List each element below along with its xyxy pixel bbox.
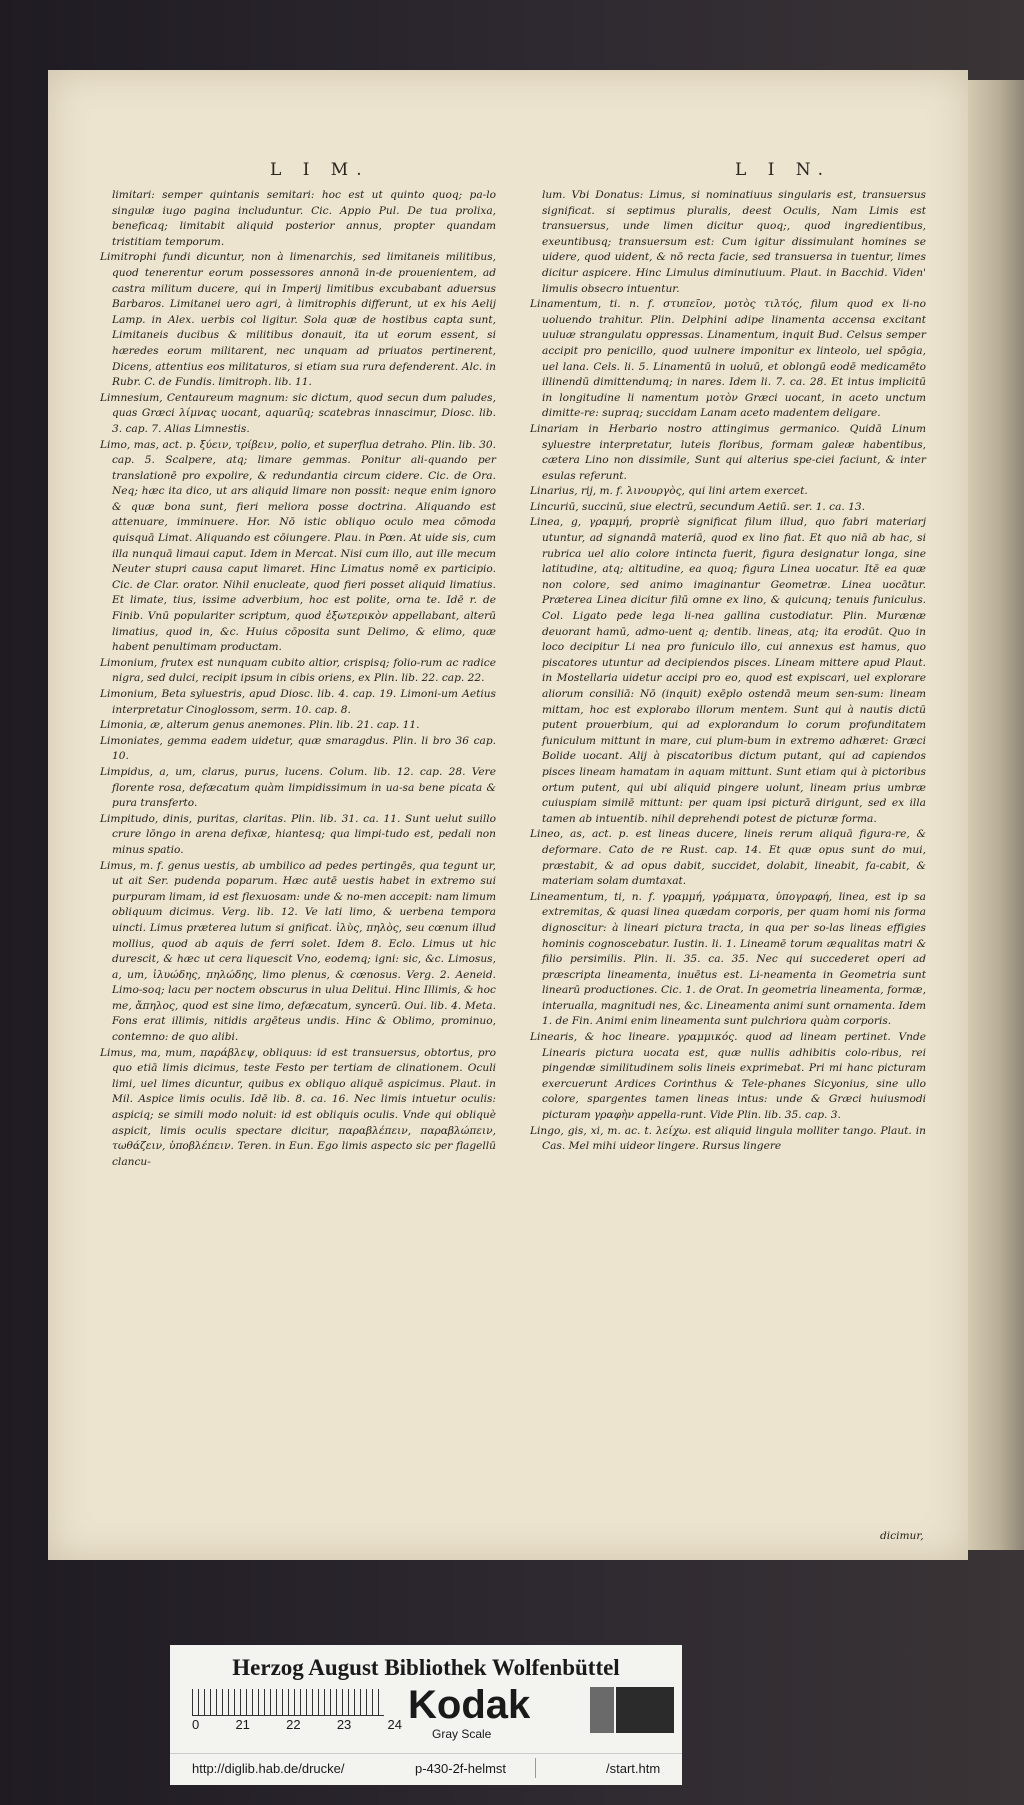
- dictionary-entry: Linea, g, γραμμή, propriè significat filum illud, quo fabri materiarj utuntur, ad signandā materiā, quod ex lino fiat. Et quo niā ab hac, si rubrica uel alio colore intincta fuerit, figura designatur longa, sine latitudine, atq; altitudine, ea quoq; figura Linea uocatur. Itē ea quæ non colore, sed animo imaginantur Geometræ. Linea uocātur. Præterea Linea dicitur filū omne ex lino, & quicunq; tenuis funiculus. Col. Ligato pede lega li-nea gallina custodiatur. Plin. Murænæ deuorant hamū, admo-uent q; dentib. lineas, atq; ita erodūt. Quo in loco decipitur Li nea pro funiculo illo, cui annexus est hamus, quo piscatores utuntur ad decipiendos pisces. Lineam mittere apud Plaut. in Mostellaria uidetur accipi pro eo, quod est expiscari, uel explorare aliorum consiliā: Nō (inquit) exēplo ostendā meum sen-sum: lineam mittam, hoc est explorabo illorum mentem. Sunt qui à nautis dictū putent prouerbium, qui ad explorandum lo corum profunditatem funiculum mittunt in mare, cui plum-bum in extremo adhæret: Græci Bolide uocant. Alij à piscatoribus dictum putant, qui ad capiendos pisces lineam hamatam in aquam mittunt. Sunt etiam qui à pictoribus ortum putent, qui ubi aliquid pingere uolunt, lineam prius umbræ cuiuspiam similē mittunt: per quam ipsi picturā dirigunt, sed ex illa tamen ab intuentib. nihil deprehendi potest de picturæ forma.: [530, 516, 926, 825]
- dictionary-entry: Limpitudo, dinis, puritas, claritas. Plin. lib. 31. ca. 11. Sunt uelut suillo crure lōngo in arena defixæ, hiantesq; qua limpi-tudo est, pedali non minus spatio.: [100, 812, 496, 856]
- dictionary-entry: Limus, ma, mum, παράβλεψ, obliquus: id est transuersus, obtortus, pro quo etiā limis dicimus, teste Festo per tertiam de clinationem. Oculi limi, uel limes dicuntur, quibus ex obliquo aliquē aspicimus. Plaut. in Mil. Aspice limis oculis. Idē lib. 8. ca. 16. Nec limis intuetur oculis: aspiciq; se simili modo noluit: id est obliquis oculis. Vnde qui obliquè aspicit, limis oculis spectare dicitur, παραβλέπειν, παραβλώπειν, τωθάζειν, ὑποβλέπειν. Teren. in Eun. Ego limis aspecto sic per flagellū clancu-: [100, 1046, 496, 1168]
- dictionary-entry: Linariam in Herbario nostro attingimus germanico. Quidā Linum syluestre interpretatur, luteis floribus, formam galeæ habentibus, cætera Lino non dissimile, Sunt qui alterius spe-ciei faciunt, & inter esulas referunt.: [530, 422, 926, 482]
- library-title: Herzog August Bibliothek Wolfenbüttel: [232, 1655, 620, 1680]
- dictionary-entry: Limo, mas, act. p. ξύειν, τρίβειν, polio, et superflua detraho. Plin. lib. 30. cap. 5. Scalpere, atq; limare gemmas. Ponitur ali-quando per translationē pro expolire, & redundantia circum cidere. Cic. de Ora. Neq; hæc ita dico, ut ars aliquid limare non possit: neque enim ignoro & quæ bona sunt, fieri meliora posse doctrina. Aliquando est attenuare, imminuere. Hor. Nō istic obliquo oculo mea cōmoda quisquā Limat. Aliquando est cōiungere. Plau. in Pœn. At uide sis, cum illa nunquā limaui caput. Idem in Mercat. Nisi cum illo, aut ille mecum Neuter stupri causa caput limaret. Hinc Limatus nomē ex participio. Cic. de Clar. orator. Nihil enucleate, quod fieri posset aliquid limatius. Et limate, tius, issime adverbium, hoc est polite, orna te. Idē r. de Finib. Vnū populariter scriptum, quod ἐξωτερικὸν appellabant, alterū limatius, quod in, &c. Huius cōposita sunt Delimo, & elimo, quæ habent penultimam productam.: [100, 438, 496, 654]
- dictionary-entry: Limonium, Beta syluestris, apud Diosc. lib. 4. cap. 19. Limoni-um Aetius interpretatur Cinoglossom, serm. 10. cap. 8.: [100, 688, 496, 716]
- catch-word: dicimur,: [880, 1530, 924, 1542]
- start-link[interactable]: /start.htm: [606, 1761, 661, 1776]
- dictionary-entry: Limonia, æ, alterum genus anemones. Plin. lib. 21. cap. 11.: [100, 719, 420, 732]
- ruler-number: 21: [235, 1717, 250, 1732]
- color-ruler: [192, 1689, 384, 1716]
- dictionary-entry: Linearis, & hoc lineare. γραμμικός. quod ad lineam pertinet. Vnde Linearis pictura uocata est, quæ nullis adhibitis colo-ribus, rei pingendæ similitudinem solis lineis exprimebat. Pri mi hanc picturam exercuerunt Ardices Corinthus & Tele-phanes Sicyonius, sine ullo colore, spargentes tamen lineas intus: unde & Græci huiusmodi picturam γραφὴν appella-runt. Vide Plin. lib. 35. cap. 3.: [530, 1031, 926, 1122]
- dictionary-entry: Limpidus, a, um, clarus, purus, lucens. Colum. lib. 12. cap. 28. Vere florente rosa, defæcatum quàm limpidissimum in ua-sa bene picata & pura transferto.: [100, 765, 496, 810]
- dictionary-entry: Linamentum, ti. n. f. στυπεῖον, μοτὸς τιλτός, filum quod ex li-no uoluendo trahitur. Plin. Delphini adipe linamenta accensa excitant uuluæ strangulatu oppressas. Linamentum, inquit Bud. Celsus semper accipit pro penicillo, quod uulnere imponitur ex linteolo, uel spōgia, uel lana. Cels. li. 5. Linamentū in uoluū, et oblongū eodē medicamēto illinendū dimittendumq; in nares. Idem li. 7. ca. 28. Et intus implicitū in longitudine li namentum μοτὸν Græci uocant, in aceto unctum dimitte-re: supraq; succidam Lanam aceto madentem deligare.: [530, 298, 926, 420]
- gray-patch-dark: [616, 1687, 674, 1733]
- entry-continuation: limitari: semper quintanis semitari: hoc est ut quinto quoq; pa-lo singulæ iugo pagina includuntur. Cic. Appio Pul. De tua prolixa, beneficaq; limitabit aliquid posterior annus, propter quandam tristitiam temporum.: [112, 189, 496, 248]
- dictionary-entry: Linarius, rij, m. f. λινουργὸς, qui lini artem exercet.: [530, 485, 808, 498]
- dictionary-entry: Lingo, gis, xi, m. ac. t. λείχω. est aliquid lingula molliter tango. Plaut. in Cas. Mel mihi uideor lingere. Rursus lingere: [530, 1124, 926, 1153]
- dictionary-entry: Limonium, frutex est nunquam cubito altior, crispisq; folio-rum ac radice nigra, sed dulci, recipit ipsum in cibis oriens, ex Plin. lib. 22. cap. 22.: [100, 656, 496, 685]
- dictionary-entry: Limnesium, Centaureum magnum: sic dictum, quod secun dum paludes, quas Græci λίμνας uocant, aquarūq; scatebras innasciтur, Diosc. lib. 3. cap. 7. Alias Limnestis.: [100, 391, 496, 435]
- next-page-edge: [962, 80, 1024, 1550]
- ruler-number: 22: [286, 1717, 301, 1732]
- shelfmark-id: p-430-2f-helmst: [415, 1761, 507, 1776]
- dictionary-entry: Limoniates, gemma eadem uidetur, quæ smaragdus. Plin. li bro 36 cap. 10.: [100, 734, 496, 763]
- running-head-left: L I M.: [270, 160, 370, 180]
- right-column: [530, 188, 926, 1155]
- footer-divider: [535, 1758, 536, 1778]
- dictionary-entry: Limus, m. f. genus uestis, ab umbilico ad pedes pertingēs, qua tegunt ur, ut ait Ser. pudenda poparum. Hæc autē uestis habet in extremo sui purpuram limam, id est flexuosam: unde & no-men accepit: nam limum obliquum dicimus. Verg. lib. 12. Ve lati limo, & uerbena tempora uincti. Limus præterea lutum si gnificat. ἰλὺς, πηλὸς, seu cœnum illud mollius, quod ab aquis de ferri solet. Idem 8. Eclo. Limus ut hic durescit, & hæc ut cera liquescit Vno, eodemq; igni: sic, &c. Limosus, a, um, ἰλυώδης, πηλώδης, limo plenus, & cœnosus. Verg. 2. Aeneid. Limo-soq; lacu per noctem obscurus in ulua Delitui. Hinc Illimis, & hoc me, ἄπηλος, quod est sine limo, defæcatum, syncerū. Oui. lib. 4. Meta. Fons erat illimis, nitidis argēteus undis. Hinc & Oblimo, prominuo, contemno: de quo alibi.: [100, 859, 496, 1044]
- left-column: [100, 188, 496, 1170]
- ruler-numbers: [192, 1717, 402, 1732]
- dictionary-entry: Limitrophi fundi dicuntur, non à limenarchis, sed limitaneis militibus, quod tenerentur eorum possessores annonā in-de prouenientem, ad castra militum ducere, qui in Imperij limitibus excubabant aduersus Barbaros. Limitanei uero agri, à limitrophis differunt, ut ex his Aelij Lamp. in Alex. uerbis col ligitur. Sola quæ de hostibus capta sunt, Limitaneis ducibus & militibus donauit, ita ut eorum essent, si hæredes eorum militarent, nec unquam ad priuatos pertinerent, Dicens, attentius eos militaturos, si etiam sua rura defenderent. Alc. in Rubr. C. de Fundis. limitroph. lib. 11.: [100, 251, 496, 389]
- source-url[interactable]: http://diglib.hab.de/drucke/: [192, 1761, 345, 1776]
- ruler-number: 24: [387, 1717, 402, 1732]
- ruler-number: 23: [336, 1717, 352, 1732]
- gray-patch-mid: [590, 1687, 614, 1733]
- entry-continuation: lum. Vbi Donatus: Limus, si nominatiuus singularis est, transuersus significat. si septimus pluralis, deest Oculis, Nam Limis est transuersus, unde limen dicitur quoq;, quod ingredientibus, exeuntibusq; transuersum est: Cum igitur dissimulant homines se uidere, quod uident, & nō recta facie, sed transuersa in tuentur, limes dicitur aspicere. Hinc Limulus diminutiuum. Plaut. in Bacchid. Viden' limulis obsecro intuentur.: [542, 189, 926, 295]
- dictionary-entry: Lincuriū, succinū, siue electrū, secundum Aetiū. ser. 1. ca. 13.: [530, 500, 866, 513]
- dictionary-entry: Lineo, as, act. p. est lineas ducere, lineis rerum aliquā figura-re, & deformare. Cato de re Rust. cap. 14. Et quæ opus sunt do mui, præstabit, & ad opus dabit, succidet, dolabit, lineabit, fa-cabit, & materiam solam dumtaxat.: [530, 828, 926, 888]
- card-footer: [170, 1753, 682, 1780]
- running-head-right: L I N.: [735, 160, 832, 180]
- ruler-number: 0: [192, 1717, 200, 1732]
- library-card: [170, 1645, 682, 1785]
- kodak-logo: Kodak: [408, 1683, 531, 1727]
- dictionary-entry: Lineamentum, ti, n. f. γραμμή, γράμματα, ὑπογραφή, linea, est ip sa extremitas, & quasi linea quædam corporis, per quam homi nis forma dignoscitur: à lineari pictura tracta, in qua per so-las lineas effigies hominis cognoscebatur. Iustin. li. 1. Lineamē torum æqualitas matri & filio persimilis. Plin. li. 35. ca. 35. Nec qui succederet operi ad præscripta lineamenta, inuētus est. Li-neamenta in Geometria sunt linearū productiones. Cic. 1. de Orat. In geometria lineamenta, formæ, interualla, magnitudi nes, &c. Lineamenta animi sunt ornamenta. Idem 1. de Fin. Animi enim lineamenta sunt pulchriora quàm corporis.: [530, 890, 926, 1028]
- gray-scale-label: Gray Scale: [432, 1727, 492, 1741]
